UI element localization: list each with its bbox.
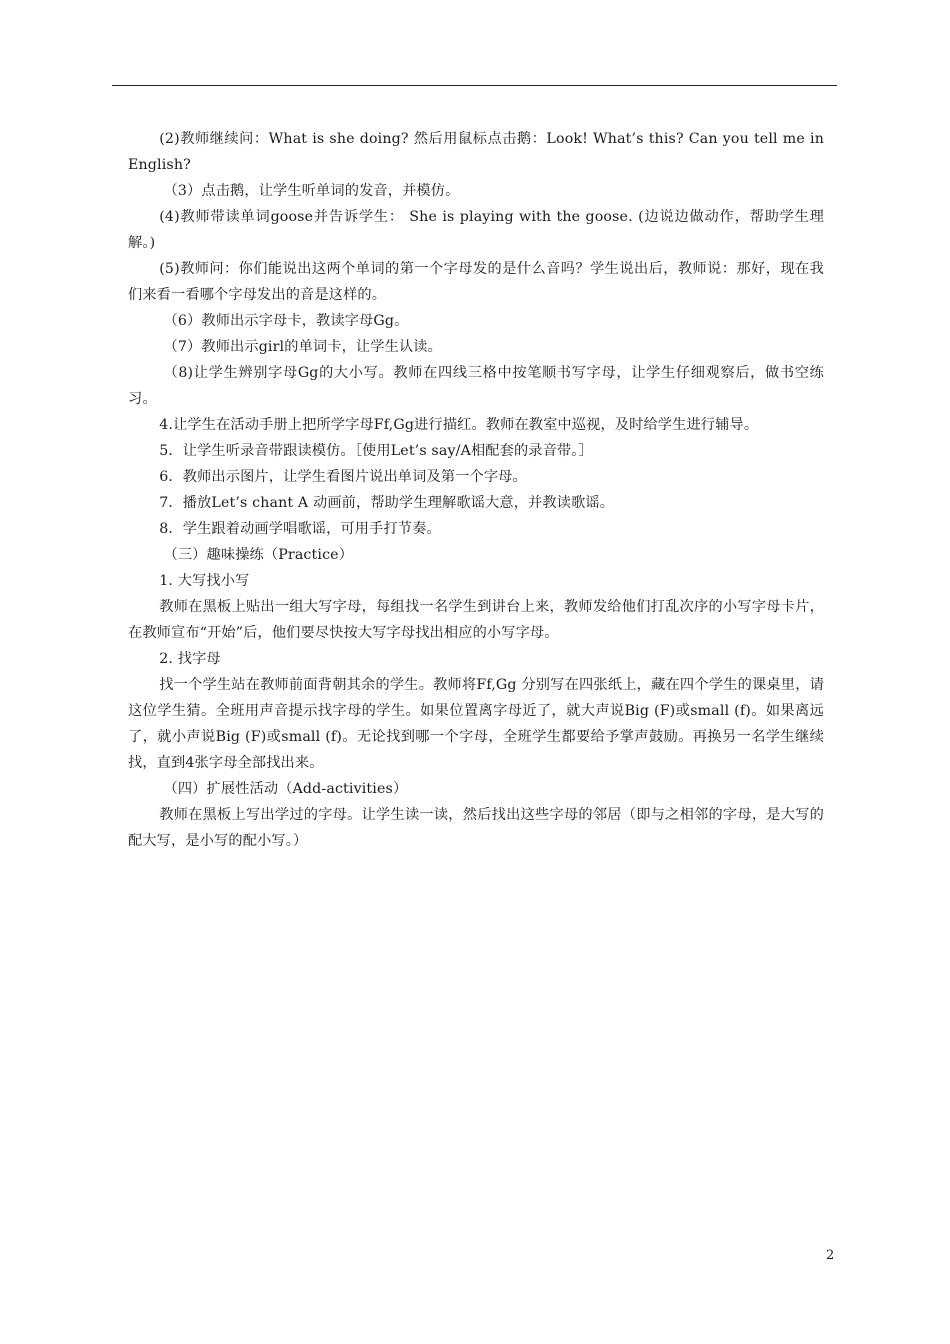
paragraph-step-5: (5)教师问：你们能说出这两个单词的第一个字母发的是什么音吗？学生说出后，教师说：那好，现在我们来看一看哪个字母发出的音是这样的。 — [128, 261, 824, 303]
paragraph-add-activities: 教师在黑板上写出学过的字母。让学生读一读，然后找出这些字母的邻居（即与之相邻的字母，是大写的配大写，是小写的配小写。） — [128, 807, 824, 849]
paragraph-step-3: （3）点击鹅，让学生听单词的发音，并模仿。 — [163, 183, 460, 199]
paragraph-step-8: （8)让学生辨别字母Gg的大小写。教师在四线三格中按笔顺书写字母，让学生仔细观察后，做书空练习。 — [128, 365, 824, 407]
paragraph-step-7: （7）教师出示girl的单词卡，让学生认读。 — [163, 339, 442, 355]
paragraph-step-6: （6）教师出示字母卡，教读字母Gg。 — [163, 313, 409, 329]
paragraph-find-letters: 找一个学生站在教师前面背朝其余的学生。教师将Ff,Gg 分别写在四张纸上，藏在四个学生的课桌里，请这位学生猜。全班用声音提示找字母的学生。如果位置离字母近了，就大声说Big (F)或small (f)。如果离远了，就小声说Big (F)或small (f)。无论找到哪一个字母，全班学生都要给予掌声鼓励。再换另一名学生继续找，直到4张字母全部找出来。 — [128, 677, 824, 771]
subheading-find-letters: 2. 找字母 — [159, 651, 221, 667]
section-heading-practice: （三）趣味操练（Practice） — [163, 547, 354, 563]
header-rule — [112, 85, 837, 86]
paragraph-step-4: (4)教师带读单词goose并告诉学生： She is playing with the goose. (边说边做动作，帮助学生理解。) — [128, 209, 824, 251]
paragraph-step-2: (2)教师继续问：What is she doing? 然后用鼠标点击鹅：Look! What’s this? Can you tell me in English? — [128, 131, 824, 173]
subheading-upper-find-lower: 1. 大写找小写 — [159, 573, 250, 589]
page-number: 2 — [826, 1248, 835, 1263]
section-heading-add-activities: （四）扩展性活动（Add-activities） — [163, 781, 408, 797]
paragraph-item-5: 5．让学生听录音带跟读模仿。［使用Let’s say/A相配套的录音带。］ — [159, 443, 593, 459]
paragraph-item-6: 6．教师出示图片，让学生看图片说出单词及第一个字母。 — [159, 469, 527, 485]
paragraph-item-8: 8．学生跟着动画学唱歌谣，可用手打节奏。 — [159, 521, 441, 537]
paragraph-upper-find-lower: 教师在黑板上贴出一组大写字母，每组找一名学生到讲台上来，教师发给他们打乱次序的小写字母卡片，在教师宣布“开始”后，他们要尽快按大写字母找出相应的小写字母。 — [128, 599, 824, 641]
paragraph-item-4: 4.让学生在活动手册上把所学字母Ff,Gg进行描红。教师在教室中巡视，及时给学生进行辅导。 — [159, 417, 759, 433]
document-body — [128, 126, 824, 854]
paragraph-item-7: 7．播放Let’s chant A 动画前，帮助学生理解歌谣大意，并教读歌谣。 — [159, 495, 615, 511]
